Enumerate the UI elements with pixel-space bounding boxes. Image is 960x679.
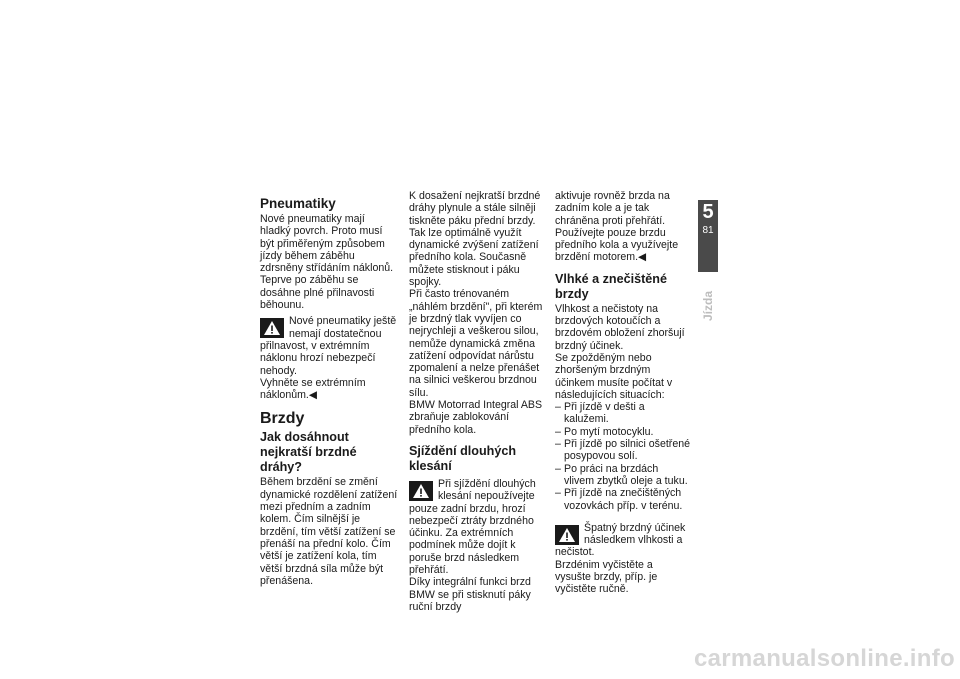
paragraph: Se zpožděným nebo zhoršeným brzdným účinkem musíte počítat v následujících situacích: [555,351,673,401]
column-3 [555,190,691,596]
warning-text: Při sjíždění dlouhých klesání nepoužívejte pouze zadní brzdu, hrozí nebezpečí ztráty brzdného účinku. Za extrémních podmínek může dojít k poruše brzd následkem přehřátí. [409,477,536,577]
warning-tail: Brzdénim vyčistěte a vysušte brzdy, příp. je vyčistěte ručně. [555,558,658,596]
list-item: – Při jízdě na znečištěných vozovkách příp. v terénu. [555,487,691,512]
warning-block [555,522,691,559]
warning-icon [260,318,284,338]
paragraph: K dosažení nejkratší brzdné dráhy plynule a stále silněji tiskněte páku přední brzdy. Tak lze optimálně využít dynamické zvýšení zatížení předního kola. Současně můžete stisknout i páku spojky. [409,190,541,289]
paragraph: Díky integrální funkci brzd BMW se při stisknutí páky ruční brzdy [409,576,531,613]
paragraph: BMW Motorrad Integral ABS zbraňuje zablokování předního kola. [409,399,543,436]
chapter-number: 5 [702,201,714,223]
list-item: – Po práci na brzdách vlivem zbytků oleje a tuku. [555,463,691,488]
list-item: – Při jízdě po silnici ošetřené posypovou solí. [555,438,691,463]
heading-pneumatiky: Pneumatiky [260,196,336,211]
heading-jak-dosahnout: Jak dosáhnout nejkratší brzdné dráhy? [260,430,357,475]
heading-brzdy: Brzdy [260,410,305,428]
paragraph: Při často trénovaném „náhlém brzdění", při kterém je brzdný tlak vyvíjen co nejrychleji a veškerou silou, nemůže dynamická změna zatížení odpovídat nárůstu zpomalení a nelze přenášet na silnici veškerou brzdnou sílu. [409,288,543,399]
warning-icon [555,525,579,545]
warning-text: Nové pneumatiky ještě nemají dostatečnou přilnavost, v extrémním náklonu hrozí nebezpečí nehody. [260,315,397,377]
warning-text: Špatný brzdný účinek následkem vlhkosti a nečistot. [555,521,686,559]
list-item: – Po mytí motocyklu. [555,426,691,438]
list-item: – Při jízdě v dešti a kalužemi. [555,401,691,426]
warning-icon [409,481,433,501]
page-number: 81 [702,225,714,236]
paragraph: aktivuje rovněž brzda na zadním kole a je tak chráněna proti přehřátí. Používejte pouze brzdu předního kola a využívejte brzdění motorem.◀ [555,190,679,264]
column-2 [409,190,545,613]
chapter-title: Jízda [701,291,715,322]
warning-block [409,478,545,576]
heading-vlhke-brzdy: Vlhké a znečištěné brzdy [555,271,667,301]
paragraph: Vlhkost a nečistoty na brzdových kotoučích a brzdovém obložení zhoršují brzdný účinek. [555,302,685,352]
warning-tail: Vyhněte se extrémním náklonům.◀ [260,376,366,402]
warning-block [260,315,398,376]
watermark: carmanualsonline.info [693,645,955,672]
paragraph: Během brzdění se změní dynamické rozdělení zatížení mezi předním a zadním kolem. Čím silnější je brzdění, tím větší zatížení se přenáší na přední kolo. Čím větší je zatížení kola, tím větší brzdná síla může být přenášena. [260,476,398,587]
column-1 [260,196,398,587]
situation-list [555,401,691,512]
paragraph: Nové pneumatiky mají hladký povrch. Proto musí být přiměřeným způsobem jízdy během záběhu zdrsněny střídáním náklonů. Teprve po záběhu se dosáhne plné přilnavosti běhounu. [260,213,394,312]
heading-sjizdeni: Sjíždění dlouhých klesání [409,443,517,473]
